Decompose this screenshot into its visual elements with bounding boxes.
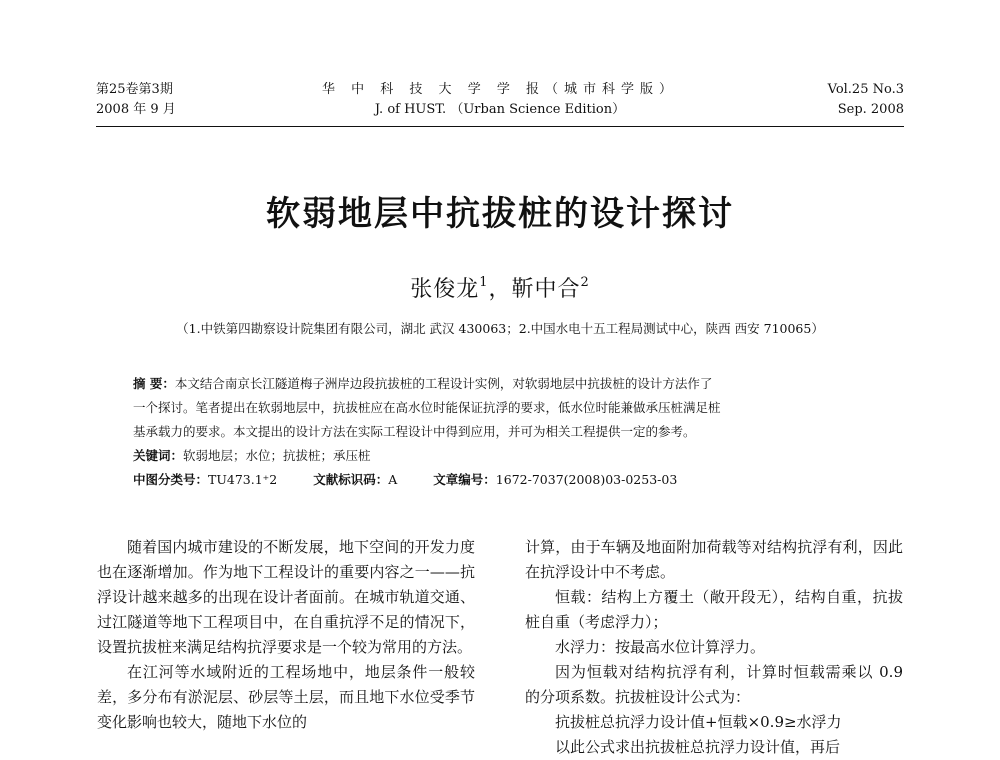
- abstract-line-3: 基承载力的要求。本文提出的设计方法在实际工程设计中得到应用，并可为相关工程提供一定的参考。: [133, 424, 696, 439]
- doc-code-label: 文献标识码：: [313, 472, 389, 487]
- vol-en: Vol.25 No.3: [827, 82, 904, 97]
- author-2-sup: 2: [580, 275, 590, 290]
- volume-issue: 第25卷第3期: [96, 82, 173, 97]
- date-en: Sep. 2008: [837, 102, 904, 117]
- body-column-left: [97, 535, 475, 735]
- body-column-right: [525, 535, 903, 760]
- paragraph: 以此公式求出抗拔桩总抗浮力设计值，再后: [555, 738, 841, 756]
- header-center: [96, 80, 904, 120]
- paper-title: 软弱地层中抗拔桩的设计探讨: [266, 194, 734, 234]
- author-separator: ，: [488, 277, 512, 302]
- abstract-line-2: 一个探讨。笔者提出在软弱地层中，抗拔桩应在高水位时能保证抗浮的要求，低水位时能兼做承压桩满足桩: [133, 400, 721, 415]
- classification-line: [133, 468, 869, 492]
- author-2: 靳中合: [511, 277, 581, 302]
- abstract-text-1: 本文结合南京长江隧道梅子洲岸边段抗拔桩的工程设计实例，对软弱地层中抗拔桩的设计方法作了: [174, 376, 713, 391]
- abstract-label: 摘 要：: [133, 376, 175, 391]
- author-1: 张俊龙: [410, 277, 480, 302]
- article-no-group: [433, 468, 677, 492]
- journal-name-en: J. of HUST. （Urban Science Edition）: [374, 102, 626, 117]
- formula-line: 抗拔桩总抗浮力设计值+恒载×0.9≥水浮力: [555, 713, 842, 731]
- doc-code-group: [313, 468, 397, 492]
- paragraph: 在江河等水域附近的工程场地中，地层条件一般较差，多分布有淤泥层、砂层等土层，而且地下水位受季节变化影响也较大，随地下水位的: [97, 663, 475, 731]
- abstract-block: [133, 372, 869, 492]
- keywords: 软弱地层；水位；抗拔桩；承压桩: [183, 448, 371, 463]
- article-no-label: 文章编号：: [433, 472, 496, 487]
- paragraph: 随着国内城市建设的不断发展，地下空间的开发力度也在逐渐增加。作为地下工程设计的重要内容之一——抗浮设计越来越多的出现在设计者面前。在城市轨道交通、过江隧道等地下工程项目中，在自重抗浮不足的情况下，设置抗拔桩来满足结构抗浮要求是一个较为常用的方法。: [97, 538, 475, 656]
- keywords-line: [133, 444, 869, 468]
- paragraph: 因为恒载对结构抗浮有利，计算时恒载需乘以 0.9 的分项系数。抗拔桩设计公式为：: [525, 663, 903, 706]
- paragraph: 恒载：结构上方覆土（敞开段无），结构自重，抗拔桩自重（考虑浮力）；: [525, 588, 903, 631]
- clc-group: [133, 468, 277, 492]
- journal-name-cn: 华 中 科 技 大 学 学 报（城市科学版）: [322, 82, 678, 97]
- header-right: [828, 80, 904, 120]
- article-no: 1672-7037(2008)03-0253-03: [495, 472, 678, 487]
- author-line: [0, 272, 1000, 303]
- doc-code: A: [388, 472, 398, 487]
- abstract-line-1: [133, 372, 869, 396]
- author-1-sup: 1: [479, 275, 489, 290]
- affiliation: （1.中铁第四勘察设计院集团有限公司，湖北 武汉 430063；2.中国水电十五工程局测试中心，陕西 西安 710065）: [176, 321, 824, 336]
- paragraph: 水浮力：按最高水位计算浮力。: [555, 638, 766, 656]
- keywords-label: 关键词：: [133, 448, 184, 463]
- journal-header: [96, 80, 904, 124]
- header-rule: [96, 126, 904, 127]
- clc-label: 中图分类号：: [133, 472, 209, 487]
- clc-code: TU473.1⁺2: [208, 472, 278, 487]
- date-cn: 2008 年 9 月: [96, 102, 176, 117]
- paragraph: 计算，由于车辆及地面附加荷载等对结构抗浮有利，因此在抗浮设计中不考虑。: [525, 538, 903, 581]
